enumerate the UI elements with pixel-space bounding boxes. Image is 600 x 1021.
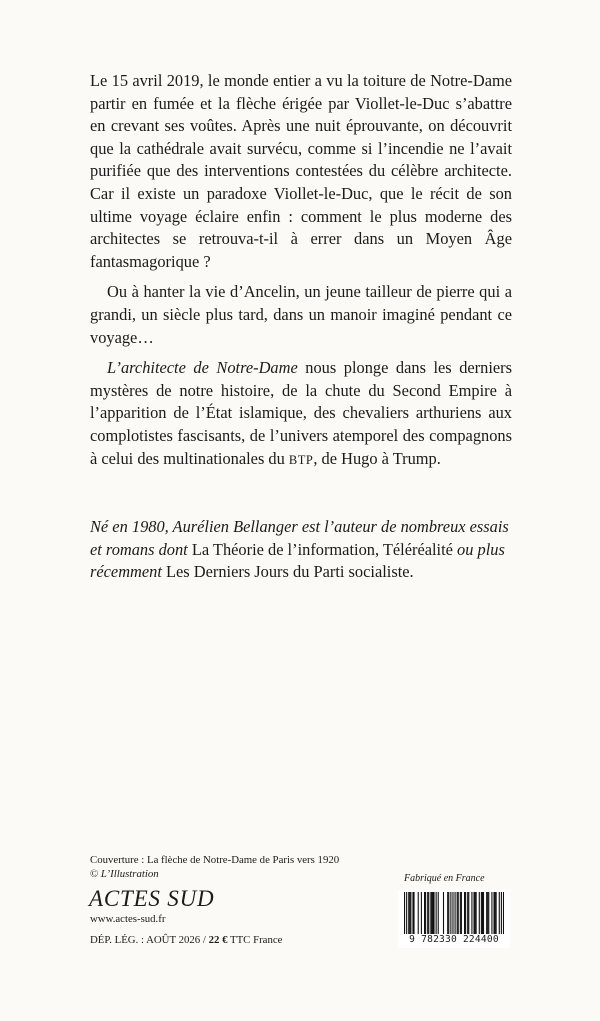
blurb-paragraph-3: L’architecte de Notre-Dame nous plonge dans les derniers mystères de notre histoire, de la chute du Second Empire à l’apparition de l’État islamique, des chevaliers arthuriens aux complotistes fascisants, de l’univers atemporel des compagnons à celui des multinationales du BTP, de Hugo à Trump. [90, 358, 512, 468]
barcode-bar [483, 892, 484, 934]
barcode-bar [424, 892, 425, 934]
barcode-bar [413, 892, 414, 934]
barcode-bar [455, 892, 456, 939]
barcode-bar [476, 892, 477, 934]
barcode-bar [448, 892, 449, 934]
barcode-bar [432, 892, 433, 934]
barcode-bar [425, 892, 426, 934]
bio-book-1: La Théorie de l’information [191, 539, 375, 559]
barcode-bar [475, 892, 476, 934]
barcode-bar [457, 892, 458, 934]
barcode-bar [450, 892, 451, 934]
barcode-bar [493, 892, 494, 934]
barcode-bar [473, 892, 474, 934]
bio-book-3: Les Derniers Jours du Parti socialiste [166, 562, 410, 582]
publisher-logo: ACTES SUD [89, 886, 215, 911]
cover-credit: Couverture : La flèche de Notre-Dame de Paris vers 1920 © L’Illustration [90, 854, 340, 880]
barcode-bar [433, 892, 434, 934]
barcode-bar [412, 892, 413, 934]
barcode-bar [465, 892, 466, 934]
barcode-bar [447, 892, 448, 934]
barcode-bar [406, 892, 407, 939]
legal-deposit-price: DÉP. LÉG. : AOÛT 2026 / 22 € TTC France [90, 934, 283, 946]
barcode-bar [409, 892, 410, 934]
barcode-bar [482, 892, 483, 934]
author-bio: Né en 1980, Aurélien Bellanger est l’auteur de nombreux essais et romans dont La Théorie de l’information, Téléréalité ou plus récemment Les Derniers Jours du Parti socialiste. [90, 517, 509, 582]
barcode-bar [421, 892, 422, 934]
barcode-bar [496, 892, 497, 934]
barcode-bar [468, 892, 469, 934]
barcode-bar [436, 892, 437, 934]
barcode-bar [471, 892, 472, 934]
barcode-bar [458, 892, 459, 934]
barcode-bar [443, 892, 444, 934]
blurb-paragraph-2: Ou à hanter la vie d’Ancelin, un jeune tailleur de pierre qui a grandi, un siècle plus tard, dans un manoir imaginé pendant ce voyage… [90, 282, 512, 347]
barcode-bar [418, 892, 419, 934]
barcode-bar [410, 892, 411, 934]
barcode-bar [464, 892, 465, 934]
barcode-bar [452, 892, 453, 939]
blurb-paragraph-1: Le 15 avril 2019, le monde entier a vu la toiture de Notre-Dame partir en fumée et la flèche érigée par Viollet-le-Duc s’abattre en crevant ses voûtes. Après une nuit éprouvante, on découvrit que la cathédrale avait survécu, comme si l’incendie ne l’avait purifiée que des interventions contestées du célèbre architecte. Car il existe un paradoxe Viollet-le-Duc, que le récit de son ultime voyage éclaire enfin : comment le plus moderne des architectes se retrouva-t-il à errer dans un Moyen Âge fantasmagorique ? [90, 71, 512, 271]
barcode-bar [428, 892, 429, 934]
barcode-bar [404, 892, 405, 939]
barcode-bar [481, 892, 482, 934]
made-in-label: Fabriqué en France [404, 873, 485, 884]
acronym: BTP [288, 452, 314, 467]
barcode-bar [491, 892, 492, 934]
barcode-bar [486, 892, 487, 934]
barcode-bar [408, 892, 409, 934]
barcode-bar [431, 892, 432, 934]
publisher-url: www.actes-sud.fr [90, 913, 166, 925]
barcode-bar [503, 892, 504, 939]
barcode-bar [460, 892, 461, 934]
price: 22 € [208, 934, 228, 946]
bio-book-2: Téléréalité [382, 539, 453, 559]
barcode-bar [499, 892, 500, 934]
book-title: L’architecte de Notre-Dame [107, 358, 298, 378]
barcode-bar [427, 892, 428, 934]
barcode-bar [461, 892, 462, 934]
barcode-bar [467, 892, 468, 934]
barcode-digits: 9 782330 224400 [398, 934, 510, 945]
barcode-bar [495, 892, 496, 934]
barcode-bar [487, 892, 488, 934]
barcode [398, 890, 510, 948]
back-cover-blurb [90, 70, 512, 471]
barcode-bar [430, 892, 431, 934]
barcode-bar [488, 892, 489, 934]
barcode-bar [438, 892, 439, 934]
barcode-bar [479, 892, 480, 934]
barcode-bar [501, 892, 502, 939]
